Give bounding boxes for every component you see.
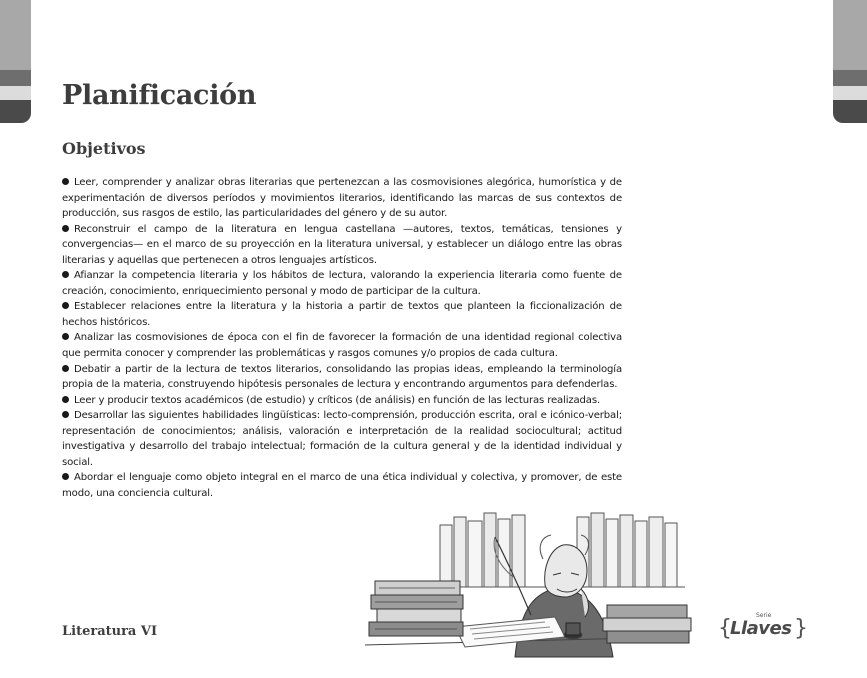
objective-text: Analizar las cosmovisiones de época con el fin de favorecer la formación de una identidad regional colectiva que permita conocer y comprender las problemáticas y rasgos comunes y/o propios de cada cultura. (62, 332, 622, 360)
bullet-icon (62, 411, 69, 418)
list-item (62, 175, 622, 222)
bullet-icon (62, 302, 69, 309)
bullet-icon (62, 225, 69, 232)
logo-brace-right: } (794, 616, 808, 641)
series-logo (718, 612, 808, 646)
section-heading: Objetivos (62, 139, 146, 158)
book-stack-right (603, 605, 691, 643)
page-title: Planificación (62, 80, 257, 111)
book-title-footer: Literatura VI (62, 624, 158, 639)
series-name: Llaves (730, 618, 792, 639)
objective-text: Debatir a partir de la lectura de textos literarios, consolidando las propias ideas, empleando la terminología propia de la materia, construyendo hipótesis personales de lectura y encontrando argumentos para defenderlas. (62, 363, 622, 391)
objective-text: Leer y producir textos académicos (de estudio) y críticos (de análisis) en función de las lecturas realizadas. (74, 394, 601, 406)
list-item (62, 362, 622, 393)
list-item (62, 330, 622, 361)
objective-text: Establecer relaciones entre la literatura y la historia a partir de textos que planteen la ficcionalización de hechos históricos. (62, 301, 622, 328)
bullet-icon (62, 396, 69, 403)
writer-illustration (345, 497, 695, 665)
objective-text: Leer, comprender y analizar obras literarias que pertenezcan a las cosmovisiones alegórica, humorística y de experimentación de diversos períodos y movimientos literarios, identificando las marcas de sus contextos de producción, sus rasgos de estilo, las particularidades del género y de su autor. (62, 177, 622, 220)
objective-text: Reconstruir el campo de la literatura en lengua castellana —autores, textos, temáticas, tensiones y convergencias— en el marco de su proyección en la literatura universal, y establecer un diálogo entre las obras literarias y aquellas que pertenecen a otros lenguajes artísticos. (62, 223, 622, 266)
bullet-icon (62, 333, 69, 340)
bullet-icon (62, 178, 69, 185)
objective-text: Abordar el lenguaje como objeto integral en el marco de una ética individual y colectiva, y promover, de este modo, una conciencia cultural. (62, 472, 622, 499)
objectives-list (62, 175, 622, 501)
list-item (62, 393, 622, 409)
bullet-icon (62, 271, 69, 278)
logo-brace-left: { (718, 616, 732, 641)
list-item (62, 408, 622, 470)
left-page-tab (0, 0, 31, 123)
book-stack-left (369, 581, 463, 636)
objective-text: Afianzar la competencia literaria y los hábitos de lectura, valorando la experiencia literaria como fuente de creación, conocimiento, enriquecimiento personal y modo de participar de la cultura. (62, 270, 622, 297)
series-label: Serie (756, 612, 772, 619)
bullet-icon (62, 365, 69, 372)
list-item (62, 222, 622, 269)
list-item (62, 268, 622, 299)
list-item (62, 299, 622, 330)
objective-text: Desarrollar las siguientes habilidades lingüísticas: lecto-comprensión, producción escrita, oral e icónico-verbal; representación de conocimientos; análisis, valoración e interpretación de la realidad sociocultural; actitud investigativa y desarrollo del trabajo intelectual; formación de la cultura general y de la identidad individual y social. (62, 410, 622, 468)
bullet-icon (62, 473, 69, 480)
right-page-tab (833, 0, 867, 123)
